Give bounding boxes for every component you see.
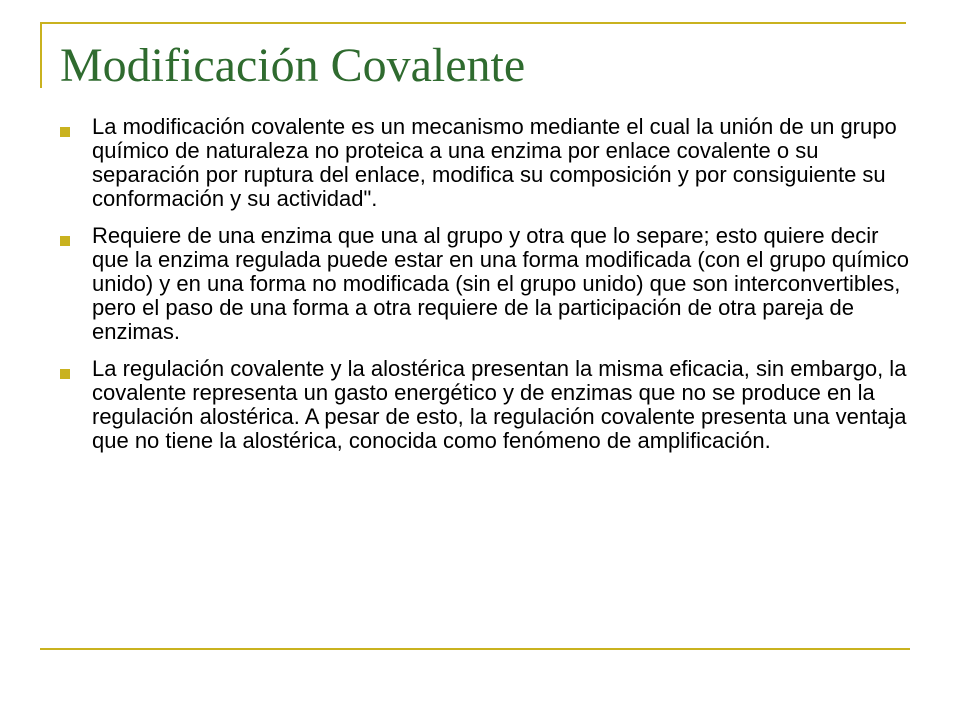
bullet-item (60, 115, 910, 211)
bullet-item (60, 224, 910, 344)
slide-title: Modificación Covalente (60, 39, 526, 92)
square-bullet-icon (60, 127, 70, 137)
bottom-divider-line (40, 648, 910, 650)
bullet-list (60, 115, 910, 466)
bullet-text: La modificación covalente es un mecanismo mediante el cual la unión de un grupo químico de naturaleza no proteica a una enzima por enlace covalente o su separación por ruptura del enlace, modifica su composición y por consiguiente su conformación y su actividad". (92, 114, 897, 211)
bullet-text: Requiere de una enzima que una al grupo y otra que lo separe; esto quiere decir que la enzima regulada puede estar en una forma modificada (con el grupo químico unido) y en una forma no modificada (sin el grupo unido) que son interconvertibles, pero el paso de una forma a otra requiere de la participación de otra pareja de enzimas. (92, 223, 909, 344)
bullet-text: La regulación covalente y la alostérica presentan la misma eficacia, sin embargo, la covalente representa un gasto energético y de enzimas que no se produce en la regulación alostérica. A pesar de esto, la regulación covalente presenta una ventaja que no tiene la alostérica, conocida como fenómeno de amplificación. (92, 356, 907, 453)
left-divider-line (40, 22, 42, 88)
bullet-item (60, 357, 910, 453)
top-divider-line (40, 22, 906, 24)
square-bullet-icon (60, 369, 70, 379)
square-bullet-icon (60, 236, 70, 246)
